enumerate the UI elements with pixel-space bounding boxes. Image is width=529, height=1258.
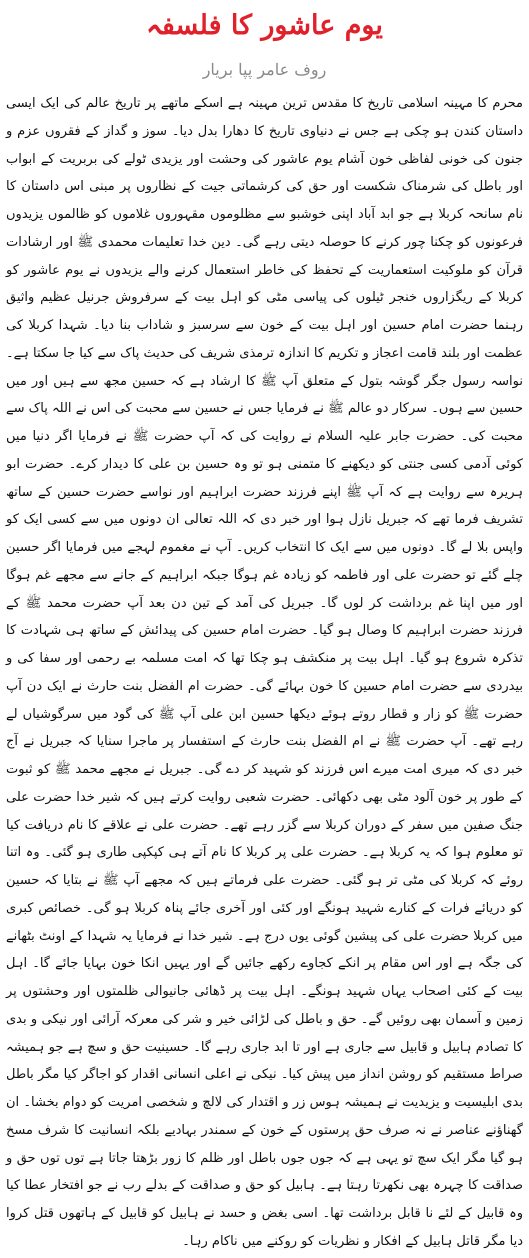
article-title: یوم عاشور کا فلسفہ [146, 10, 383, 41]
article-byline: روف عامر پپا بریار [202, 60, 327, 79]
article-paragraph: محرم کا مہینہ اسلامی تاریخ کا مقدس ترین مہینہ ہے اسکے ماتھے پر تاریخ عالم کی ایک ایسی داستان کندن ہو چکی ہے جس نے دنیاوی تاریخ کا دھارا بدل دیا۔ سوز و گداز کے فقروں عزم و جنون کی خونی لفاظی خون آشام یوم عاشور کی وحشت اور یزیدی ٹولے کی بربریت کے ابواب اور باطل کی شرمناک شکست اور حق کی کرشماتی جیت کے نظاروں پر مبنی اس داستان کا نام سانحہ کربلا ہے جو ابد آباد اپنی خوشبو سے مظلوموں مقہوروں غلاموں کو ظالموں یزیدوں فرعونوں کو چکنا چور کرنے کا حوصلہ دیتی رہے گی۔ دین خدا تعلیمات محمدی ﷺ اور ارشادات قرآن کو ملوکیت استعماریت کے تحفظ کی خاطر استعمال کرنے والے یزیدوں نے یوم عاشور کو کربلا کے ریگزاروں خنجر ٹیلوں کی پیاسی مٹی کو اہل بیت کے سرفروش جرنیل عظیم واثیق رہنما حضرت امام حسین اور اہل بیت کے خون سے سرسبز و شاداب بنا دیا۔ شہدا کربلا کی عظمت اور بلند قامت اعجاز و تکریم کا اندازہ ترمذی شریف کی حدیث پاک سے کیا جا سکتا ہے۔ نواسہ رسول جگر گوشہ بتول کے متعلق آپ ﷺ کا ارشاد ہے کہ حسین مجھ سے ہیں اور میں حسین سے ہوں۔ سرکار دو عالم ﷺ نے فرمایا جس نے حسین سے محبت کی اس نے اللہ پاک سے محبت کی۔ حضرت جابر علیہ السلام نے روایت کی کہ آپ حضرت ﷺ نے فرمایا اگر دنیا میں کوئی آدمی کسی جنتی کو دیکھنے کا متمنی ہو تو وہ حسین بن علی کا دیدار کرے۔ حضرت ابو ہریرہ سے روایت ہے کہ آپ ﷺ اپنے فرزند حضرت ابراہیم اور نواسے حضرت حسین کے ساتھ تشریف فرما تھے کہ جبریل نازل ہوا اور خبر دی کہ اللہ تعالی ان دونوں میں سے کسی ایک کو واپس بلا لے گا۔ دونوں میں سے ایک کا انتخاب کریں۔ آپ نے مغموم لہجے میں فرمایا اگر حسین چلے گئے تو حضرت علی اور فاطمہ کو زیادہ غم ہوگا جبکہ ابراہیم کے جانے سے مجھے غم ہوگا اور میں اپنا غم برداشت کر لوں گا۔ جبریل کی آمد کے تین دن بعد آپ حضرت محمد ﷺ کے فرزند حضرت ابراہیم کا وصال ہو گیا۔ حضرت امام حسین کی پیدائش کے ساتھ ہی شہادت کا تذکرہ شروع ہو گیا۔ اہل بیت پر منکشف ہو چکا تھا کہ امت مسلمہ بے رحمی اور سفا کی و بیدردی سے حضرت امام حسین کا خون بہائے گی۔ حضرت ام الفضل بنت حارث نے ایک دن آپ حضرت ﷺ کو زار و قطار روتے ہوئے دیکھا حسین ابن علی آپ ﷺ کی گود میں سرگوشیاں لے رہے تھے۔ آپ حضرت ﷺ نے ام الفضل بنت حارث کے استفسار پر ماجرا سنایا کہ جبریل نے آج خبر دی کہ میری امت میرے اس فرزند کو شہید کر دے گی۔ جبریل نے مجھے محمد ﷺ کو ثبوت کے طور پر خون آلود مٹی بھی دکھائی۔ حضرت شعبی روایت کرتے ہیں کہ شیر خدا حضرت علی جنگ صفین میں سفر کے دوران کربلا سے گزر رہے تھے۔ حضرت علی نے علاقے کا نام دریافت کیا تو معلوم ہوا کہ یہ کربلا ہے۔ حضرت علی پر کربلا کا نام آتے ہی کپکپی طاری ہو گئی۔ وہ اتنا روئے کہ کربلا کی مٹی تر ہو گئی۔ حضرت علی فرماتے ہیں کہ مجھے آپ ﷺ نے بتایا کہ حسین کو دریائے فرات کے کنارے شہید ہونگے اور کئی اور آخری جائے پناہ کربلا ہو گی۔ خصائص کبری میں کربلا حضرت علی کی پیشین گوئی یوں درج ہے۔ شیر خدا نے فرمایا یہ شہدا کے اونٹ بٹھانے کی جگہ ہے اور اس مقام پر انکے کجاوے رکھے جائیں گے اور یہیں انکا خون بہایا جائے گا۔ اہل بیت کے کئی اصحاب یہاں شہید ہونگے۔ اہل بیت پر ڈھائی جانیوالی ظلمتوں اور وحشتوں پر زمین و آسمان بھی روئیں گے۔ حق و باطل کی لڑائی خیر و شر کی معرکہ آرائی اور نیکی و بدی کا تصادم ہابیل و قابیل سے جاری ہے اور تا ابد جاری رہے گا۔ حسینیت حق و سچ ہے جو ہمیشہ صراط مستقیم کو روشن انداز میں پیش کیا۔ نیکی نے اعلی انسانی اقدار کو اجاگر کیا مگر باطل بدی ابلیسیت و یزیدیت نے ہمیشہ ہوس زر و اقتدار کی لالچ و شخصی امریت کو دوام بخشا۔ ان گھناؤنے عناصر نے نہ صرف حق پرستوں کے خون کے سمندر بہادیے بلکہ انسانیت کا شرف مسخ ہو گیا مگر ایک سچ تو یہی ہے کہ جوں جوں باطل اور ظلم کا زور بڑھتا جاتا ہے توں توں حق و صداقت کا چہرہ بھی نکھرتا رہتا ہے۔ ہابیل کو حق و صداقت کے بدلے رب نے جو افتخار عطا کیا وہ قابیل کے لئے نا قابل برداشت تھا۔ اسی بغض و حسد نے ہابیل کو قابیل کے ہاتھوں قتل کروا دیا مگر قاتل ہابیل کے افکار و نظریات کو روکنے میں ناکام رہا۔ [6, 96, 523, 1249]
article-body [6, 90, 523, 1256]
